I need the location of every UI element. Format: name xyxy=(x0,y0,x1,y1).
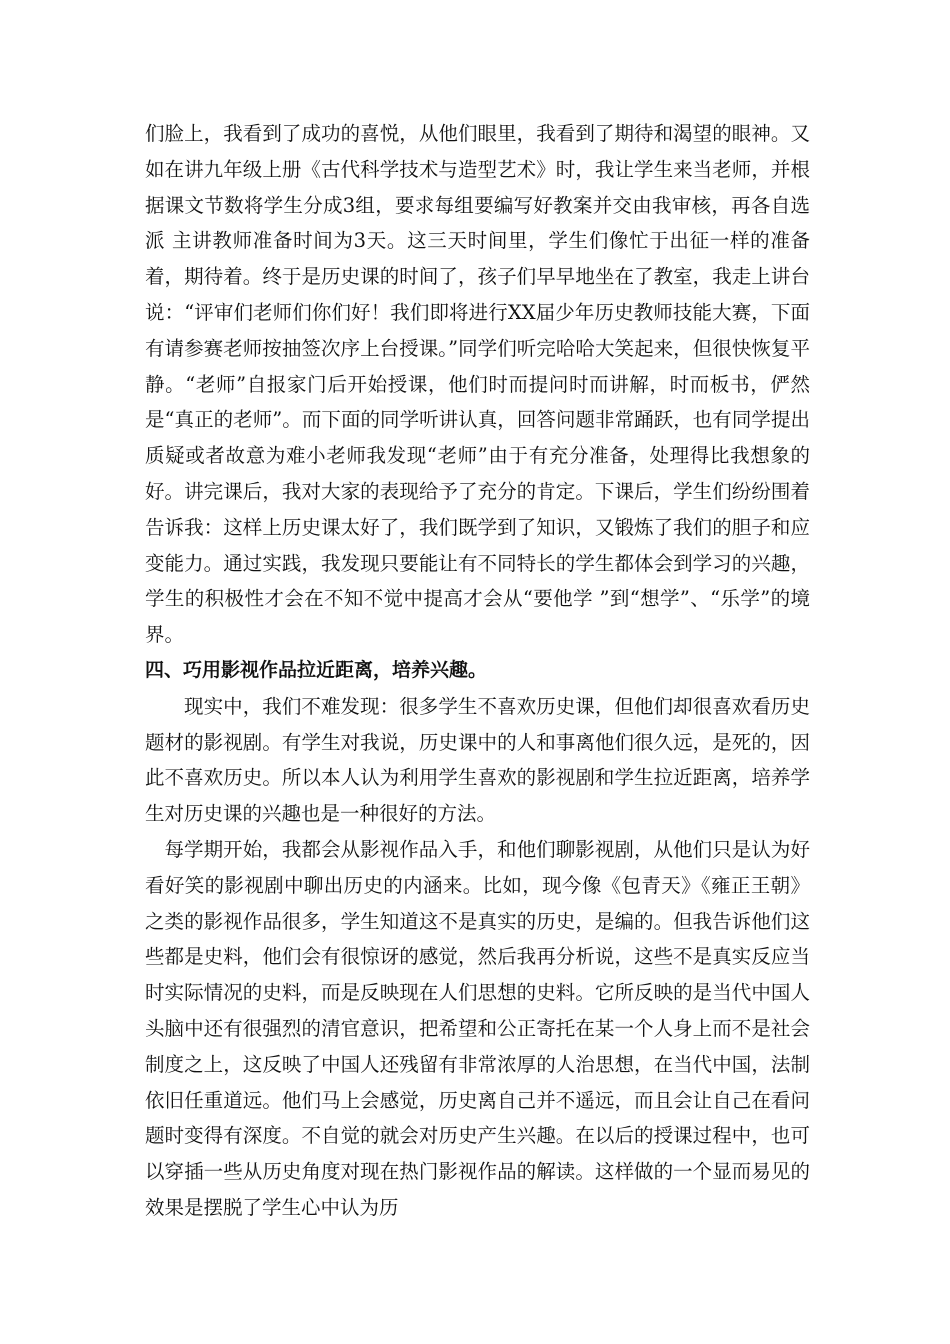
paragraph-continued: 们脸上，我看到了成功的喜悦，从他们眼里，我看到了期待和渴望的眼神。又如在讲九年级上册《古代科学技术与造型艺术》时，我让学生来当老师，并根据课文节数将学生分成3组，要求每组要编写好教案并交由我审核，再各自选派 主讲教师准备时间为3天。这三天时间里，学生们像忙于出征一样的准备着，期待着。终于是历史课的时间了，孩子们早早地坐在了教室，我走上讲台说：“评审们老师们你们好！我们即将进行XX届少年历史教师技能大赛，下面有请参赛老师按抽签次序上台授课。”同学们听完哈哈大笑起来，但很快恢复平静。“老师”自报家门后开始授课，他们时而提问时而讲解，时而板书，俨然是“真正的老师”。而下面的同学听讲认真，回答问题非常踊跃，也有同学提出质疑或者故意为难小老师我发现“老师”由于有充分准备，处理得比我想象的好。讲完课后，我对大家的表现给予了充分的肯定。下课后，学生们纷纷围着告诉我：这样上历史课太好了，我们既学到了知识，又锻炼了我们的胆子和应变能力。通过实践，我发现只要能让有不同特长的学生都体会到学习的兴趣，学生的积极性才会在不知不觉中提高才会从“要他学 ”到“想学”、“乐学”的境界。 xyxy=(145,122,810,647)
document-body xyxy=(145,116,810,1226)
paragraph-reality: 现实中，我们不难发现：很多学生不喜欢历史课，但他们却很喜欢看历史题材的影视剧。有学生对我说，历史课中的人和事离他们很久远，是死的，因此不喜欢历史。所以本人认为利用学生喜欢的影视剧和学生拉近距离，培养学生对历史课的兴趣也是一种很好的方法。 xyxy=(145,694,810,826)
paragraph-film-works: 每学期开始，我都会从影视作品入手，和他们聊影视剧，从他们只是认为好看好笑的影视剧中聊出历史的内涵来。比如，现今像《包青天》《雍正王朝》之类的影视作品很多，学生知道这不是真实的历史，是编的。但我告诉他们这些都是史料，他们会有很惊讶的感觉，然后我再分析说，这些不是真实反应当时实际情况的史料，而是反映现在人们思想的史料。它所反映的是当代中国人头脑中还有很强烈的清官意识，把希望和公正寄托在某一个人身上而不是社会制度之上，这反映了中国人还残留有非常浓厚的人治思想，在当代中国，法制依旧任重道远。他们马上会感觉，历史离自己并不遥远，而且会让自己在看问题时变得有深度。不自觉的就会对历史产生兴趣。在以后的授课过程中，也可以穿插一些从历史角度对现在热门影视作品的解读。这样做的一个显而易见的效果是摆脱了学生心中认为历 xyxy=(145,837,810,1219)
section-heading: 四、巧用影视作品拉近距离，培养兴趣。 xyxy=(145,658,488,681)
